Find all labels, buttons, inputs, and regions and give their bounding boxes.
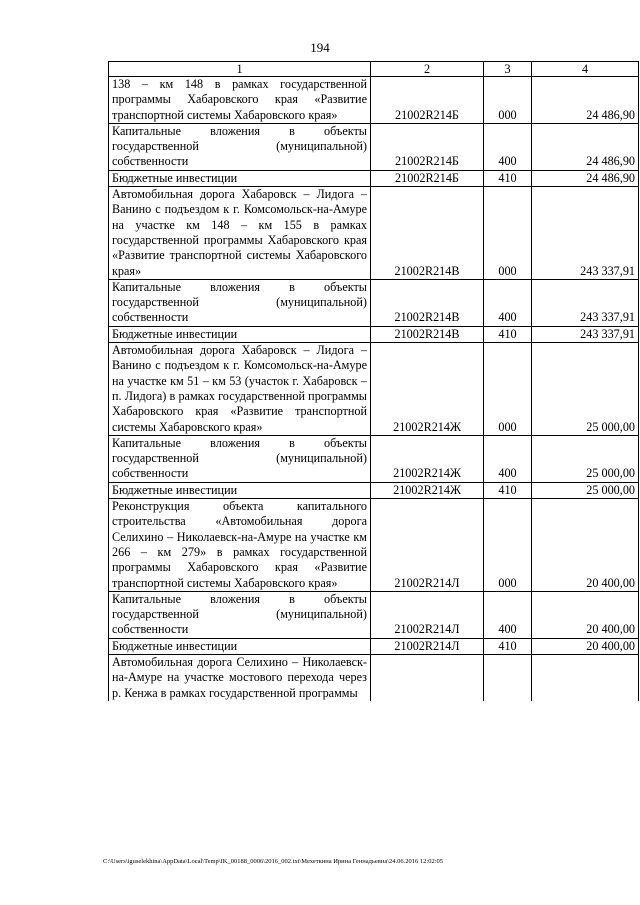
row-code-cell: 21002R214Ж — [371, 343, 484, 436]
row-type-cell — [484, 654, 532, 700]
row-type-cell: 000 — [484, 77, 532, 124]
row-type-cell: 410 — [484, 638, 532, 654]
table-row — [109, 77, 639, 124]
table-row — [109, 123, 639, 170]
table-row — [109, 187, 639, 280]
row-type-cell: 400 — [484, 591, 532, 638]
table-row — [109, 591, 639, 638]
row-amount-cell: 24 486,90 — [532, 77, 639, 124]
row-type-cell: 400 — [484, 435, 532, 482]
row-name-text: Бюджетные инвестиции — [112, 326, 238, 341]
row-code-cell: 21002R214В — [371, 326, 484, 342]
row-type-cell: 410 — [484, 170, 532, 186]
row-name-cell — [109, 77, 371, 124]
row-name-text: Капитальные вложения в объекты государственной (муниципальной) собственности — [112, 591, 367, 637]
row-type-cell: 410 — [484, 326, 532, 342]
row-amount-cell: 243 337,91 — [532, 187, 639, 280]
row-code-cell: 21002R214Л — [371, 638, 484, 654]
column-header: 3 — [484, 62, 532, 77]
row-amount-cell: 25 000,00 — [532, 343, 639, 436]
row-code-cell: 21002R214Б — [371, 77, 484, 124]
row-name-text: Автомобильная дорога Селихино – Николаевск-на-Амуре на участке мостового перехода через р. Кенжа в рамках государственной программы — [112, 654, 367, 700]
table-row — [109, 435, 639, 482]
row-name-cell — [109, 482, 371, 498]
row-name-text: Бюджетные инвестиции — [112, 482, 238, 497]
row-code-cell: 21002R214Л — [371, 591, 484, 638]
row-name-cell — [109, 279, 371, 326]
row-type-cell: 000 — [484, 187, 532, 280]
table-row — [109, 638, 639, 654]
row-type-cell: 400 — [484, 123, 532, 170]
row-name-text: Бюджетные инвестиции — [112, 638, 238, 653]
table-header-row — [109, 62, 639, 77]
row-name-cell — [109, 326, 371, 342]
table-row — [109, 326, 639, 342]
table-row — [109, 499, 639, 592]
page-number: 194 — [310, 40, 330, 55]
row-type-cell: 410 — [484, 482, 532, 498]
row-amount-cell: 20 400,00 — [532, 638, 639, 654]
row-code-cell: 21002R214Б — [371, 123, 484, 170]
row-amount-cell: 20 400,00 — [532, 591, 639, 638]
column-header: 4 — [532, 62, 639, 77]
row-name-text: Капитальные вложения в объекты государственной (муниципальной) собственности — [112, 435, 367, 481]
table-row — [109, 279, 639, 326]
row-type-cell: 400 — [484, 279, 532, 326]
row-code-cell: 21002R214Ж — [371, 435, 484, 482]
row-code-cell: 21002R214В — [371, 187, 484, 280]
row-name-text: Капитальные вложения в объекты государственной (муниципальной) собственности — [112, 123, 367, 169]
table-row — [109, 343, 639, 436]
row-name-text: Капитальные вложения в объекты государственной (муниципальной) собственности — [112, 279, 367, 325]
row-type-cell: 000 — [484, 499, 532, 592]
row-code-cell: 21002R214Ж — [371, 482, 484, 498]
row-name-cell — [109, 591, 371, 638]
row-amount-cell: 20 400,00 — [532, 499, 639, 592]
row-name-cell — [109, 123, 371, 170]
row-amount-cell: 25 000,00 — [532, 482, 639, 498]
row-name-cell — [109, 187, 371, 280]
row-code-cell — [371, 654, 484, 700]
row-name-text: Реконструкция объекта капитального строительства «Автомобильная дорога Селихино – Николаевск-на-Амуре на участке км 266 – км 279» в рамках государственной программы Хабаровского края «Развитие транспортной системы Хабаровского края» — [112, 499, 367, 590]
budget-table — [108, 61, 639, 701]
table-row — [109, 654, 639, 700]
row-amount-cell: 25 000,00 — [532, 435, 639, 482]
row-amount-cell — [532, 654, 639, 700]
table-row — [109, 170, 639, 186]
row-amount-cell: 243 337,91 — [532, 279, 639, 326]
row-name-cell — [109, 638, 371, 654]
column-header: 1 — [109, 62, 371, 77]
column-header: 2 — [371, 62, 484, 77]
row-type-cell: 000 — [484, 343, 532, 436]
row-amount-cell: 24 486,90 — [532, 170, 639, 186]
file-path-footer: C:\Users\iguselekhina\AppData\Local\Temp\IK_00188_0006\2016_002.txt\Мехеткина Ирина Геннадьевна\24.06.2016 12:02:05 — [103, 858, 444, 865]
row-amount-cell: 243 337,91 — [532, 326, 639, 342]
row-name-cell — [109, 343, 371, 436]
row-name-cell — [109, 654, 371, 700]
row-name-cell — [109, 435, 371, 482]
table-row — [109, 482, 639, 498]
row-code-cell: 21002R214Л — [371, 499, 484, 592]
row-code-cell: 21002R214Б — [371, 170, 484, 186]
row-amount-cell: 24 486,90 — [532, 123, 639, 170]
row-name-text: Автомобильная дорога Хабаровск – Лидога – Ванино с подъездом к г. Комсомольск-на-Амуре на участке км 51 – км 53 (участок г. Хабаровск – п. Лидога) в рамках государственной программы Хабаровского края «Развитие транспортной системы Хабаровского края» — [112, 343, 367, 434]
row-name-text: Бюджетные инвестиции — [112, 170, 238, 185]
row-name-cell — [109, 170, 371, 186]
row-name-cell — [109, 499, 371, 592]
row-name-text: Автомобильная дорога Хабаровск – Лидога – Ванино с подъездом к г. Комсомольск-на-Амуре на участке км 148 – км 155 в рамках государственной программы Хабаровского края «Развитие транспортной системы Хабаровского края» — [112, 187, 367, 278]
row-code-cell: 21002R214В — [371, 279, 484, 326]
row-name-text: 138 – км 148 в рамках государственной программы Хабаровского края «Развитие транспортной системы Хабаровского края» — [112, 77, 367, 122]
